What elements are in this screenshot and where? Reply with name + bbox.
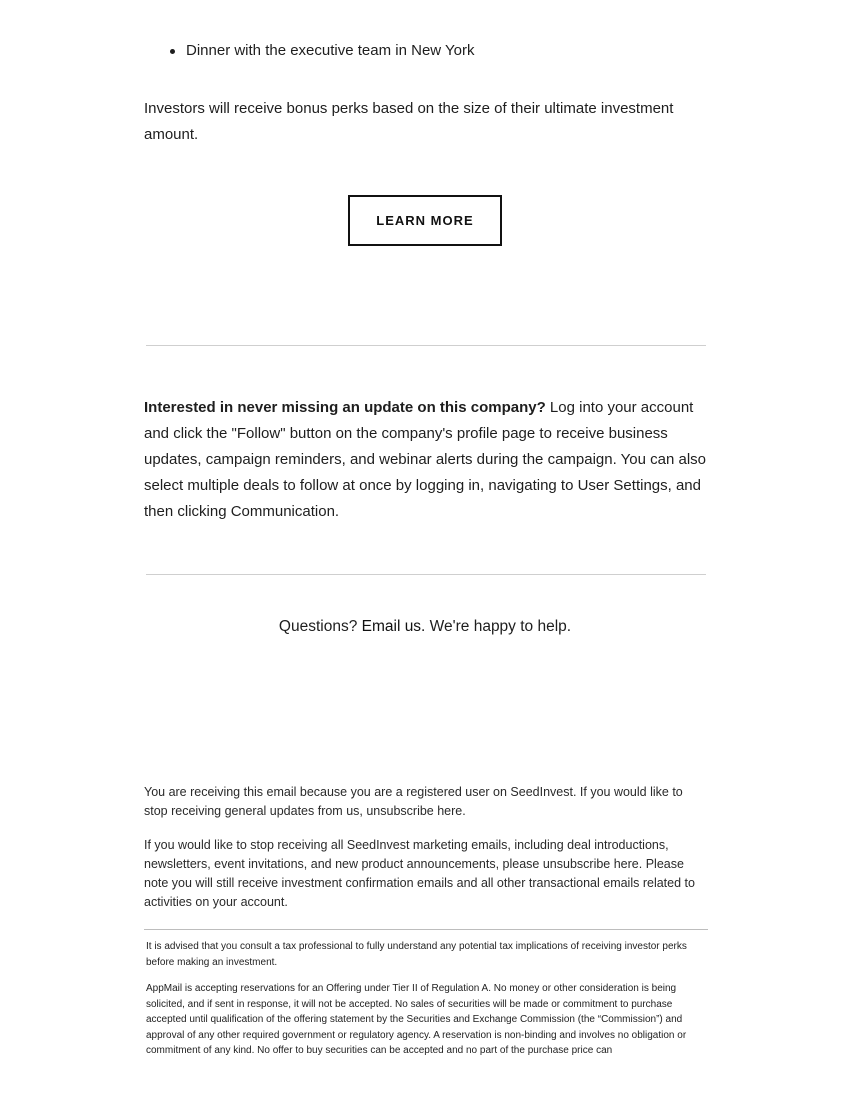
footer-divider xyxy=(144,929,708,930)
questions-line xyxy=(0,616,850,638)
email-us-link[interactable]: Email us. xyxy=(361,618,426,635)
questions-suffix: We're happy to help. xyxy=(425,618,572,635)
marketing-emails-notice xyxy=(144,836,704,912)
perk-list-item: Dinner with the executive team in New York xyxy=(186,42,475,59)
section-divider xyxy=(146,574,706,575)
tax-disclaimer: It is advised that you consult a tax professional to fully understand any potential tax implications of receiving investor perks before making an investment. xyxy=(146,941,687,968)
unsubscribe-marketing-link[interactable]: unsubscribe here xyxy=(542,857,639,871)
follow-updates-lead: Interested in never missing an update on this company? xyxy=(144,399,546,416)
follow-updates-paragraph xyxy=(144,395,712,525)
follow-updates-body: Log into your account and click the "Follow" button on the company's profile page to receive business updates, campaign reminders, and webinar alerts during the campaign. You can also select multiple deals to follow at once by logging in, navigating to User Settings, and then clicking Communication. xyxy=(144,399,707,520)
perk-list xyxy=(144,41,474,61)
bonus-perks-text: Investors will receive bonus perks based on the size of their ultimate investment amount. xyxy=(144,100,674,143)
marketing-notice-end: . Please note you will still receive investment confirmation emails and all other transactional emails related to activities on your account. xyxy=(144,857,695,909)
learn-more-button[interactable]: LEARN MORE xyxy=(348,195,502,246)
registered-notice-end: . xyxy=(462,804,466,818)
marketing-notice-text: If you would like to stop receiving all SeedInvest marketing emails, including deal introductions, newsletters, event invitations, and new product announcements, please xyxy=(144,838,669,871)
offering-disclaimer: AppMail is accepting reservations for an Offering under Tier II of Regulation A. No money or other consideration is being solicited, and if sent in response, it will not be accepted. No sales of securities will be made or commitment to purchase accepted until qualification of the offering statement by the Securities and Exchange Commission (the “Commission”) and approval of any other required government or regulatory agency. A reservation is non-binding and involves no obligation or commitment of any kind. No offer to buy securities can be accepted and no part of the purchase price can xyxy=(146,983,687,1056)
unsubscribe-general-link[interactable]: unsubscribe here xyxy=(366,804,463,818)
registered-user-notice xyxy=(144,783,704,821)
section-divider xyxy=(146,345,706,346)
questions-prefix: Questions? xyxy=(278,618,362,635)
registered-notice-text: You are receiving this email because you are a registered user on SeedInvest. If you would like to stop receiving general updates from us, xyxy=(144,785,683,818)
